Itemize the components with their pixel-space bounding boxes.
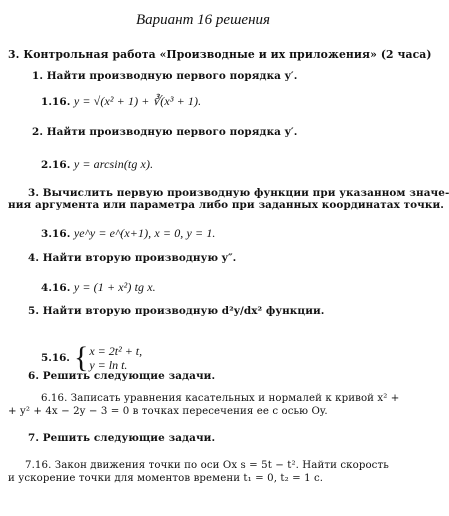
problem-number: 5.16. bbox=[41, 352, 70, 364]
problem-7-16-line2: и ускорение точки для моментов времени t₁ = 0, t₂ = 1 с. bbox=[8, 473, 324, 484]
formula: y = arcsin(tg x). bbox=[73, 157, 154, 171]
problem-1-16 bbox=[41, 94, 201, 109]
task-3-text-line2: ния аргумента или параметра либо при заданных координатах точки. bbox=[8, 199, 444, 211]
formula: y = √(x² + 1) + ∛(x³ + 1). bbox=[73, 94, 202, 108]
task-4-text: 4. Найти вторую производную y″. bbox=[28, 252, 237, 264]
problem-7-16-line1: 7.16. Закон движения точки по оси Ox s = 5t − t². Найти скорость bbox=[25, 460, 389, 471]
formula: ye^y = e^(x+1), x = 0, y = 1. bbox=[73, 226, 216, 240]
problem-6-16-line1: 6.16. Записать уравнения касательных и нормалей к кривой x² + bbox=[41, 393, 400, 404]
task-2-text: 2. Найти производную первого порядка y′. bbox=[32, 126, 298, 138]
task-5-text: 5. Найти вторую производную d²y/dx² функции. bbox=[28, 305, 325, 317]
formula: y = (1 + x²) tg x. bbox=[73, 280, 156, 294]
task-1-text: 1. Найти производную первого порядка y′. bbox=[32, 70, 298, 82]
work-header: 3. Контрольная работа «Производные и их приложения» (2 часа) bbox=[8, 48, 432, 61]
problem-6-16-line2: + y² + 4x − 2y − 3 = 0 в точках пересечения ее с осью Oy. bbox=[8, 406, 328, 417]
problem-number: 2.16. bbox=[41, 159, 71, 171]
page-title: Вариант 16 решения bbox=[136, 12, 270, 28]
system-row-1: x = 2t² + t, bbox=[89, 344, 143, 358]
task-7-text: 7. Решить следующие задачи. bbox=[28, 432, 216, 444]
system-row-2: y = ln t. bbox=[89, 358, 128, 372]
problem-5-16 bbox=[41, 341, 143, 374]
task-6-text: 6. Решить следующие задачи. bbox=[28, 370, 216, 382]
problem-number: 4.16. bbox=[41, 282, 71, 294]
system-brace: { bbox=[73, 341, 89, 374]
problem-2-16 bbox=[41, 157, 153, 172]
problem-number: 3.16. bbox=[41, 228, 71, 240]
task-3-text-line1: 3. Вычислить первую производную функции при указанном значе- bbox=[28, 187, 449, 199]
problem-3-16 bbox=[41, 226, 216, 241]
problem-4-16 bbox=[41, 280, 156, 295]
problem-number: 1.16. bbox=[41, 96, 71, 108]
equation-system bbox=[89, 344, 142, 372]
